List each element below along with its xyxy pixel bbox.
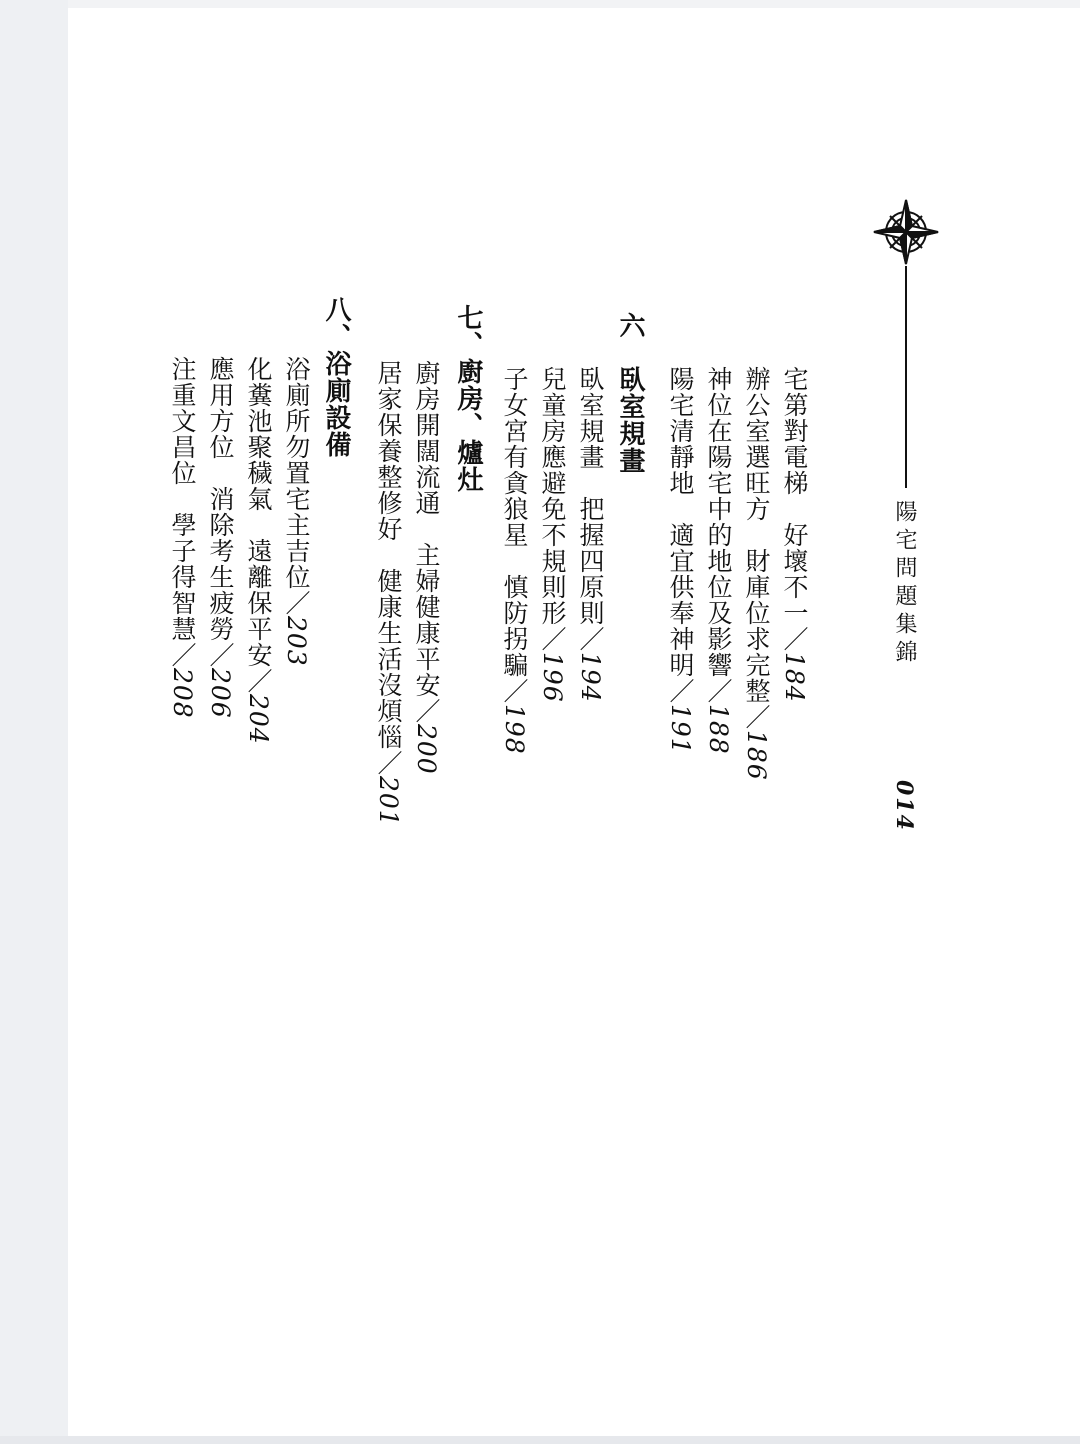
toc-entry: 子女宮有貪狼星 慎防拐騙／198 xyxy=(500,366,529,755)
toc-entry: 注重文昌位 學子得智慧／208 xyxy=(168,356,197,719)
toc-entry: 陽宅清靜地 適宜供奉神明／191 xyxy=(666,366,695,755)
left-margin-strip xyxy=(0,0,68,1444)
toc-entry: 居家保養整修好 健康生活沒煩惱／201 xyxy=(374,360,403,827)
section-heading: 八、浴廁設備 xyxy=(321,296,351,458)
toc-entry: 應用方位 消除考生疲勞／206 xyxy=(206,356,235,719)
toc-entry: 臥室規畫 把握四原則／194 xyxy=(576,366,605,703)
toc-entry: 廚房開闊流通 主婦健康平安／200 xyxy=(412,360,441,775)
toc-entry: 浴廁所勿置宅主吉位／203 xyxy=(282,356,311,667)
toc-entry: 兒童房應避免不規則形／196 xyxy=(538,366,567,703)
running-head: 陽宅問題集錦 xyxy=(892,500,917,668)
section-heading: 六 臥室規畫 xyxy=(615,312,645,474)
toc-entry: 宅第對電梯 好壞不一／184 xyxy=(780,366,809,703)
compass-star-icon xyxy=(866,196,946,516)
toc-entry: 化糞池聚穢氣 遠離保平安／204 xyxy=(244,356,273,745)
section-heading: 七、廚房、爐灶 xyxy=(453,304,483,493)
toc-entry: 辦公室選旺方 財庫位求完整／186 xyxy=(742,366,771,781)
bottom-margin-strip xyxy=(0,1436,1080,1444)
toc-entry: 神位在陽宅中的地位及影響／188 xyxy=(704,366,733,755)
page-number: 014 xyxy=(891,780,917,832)
